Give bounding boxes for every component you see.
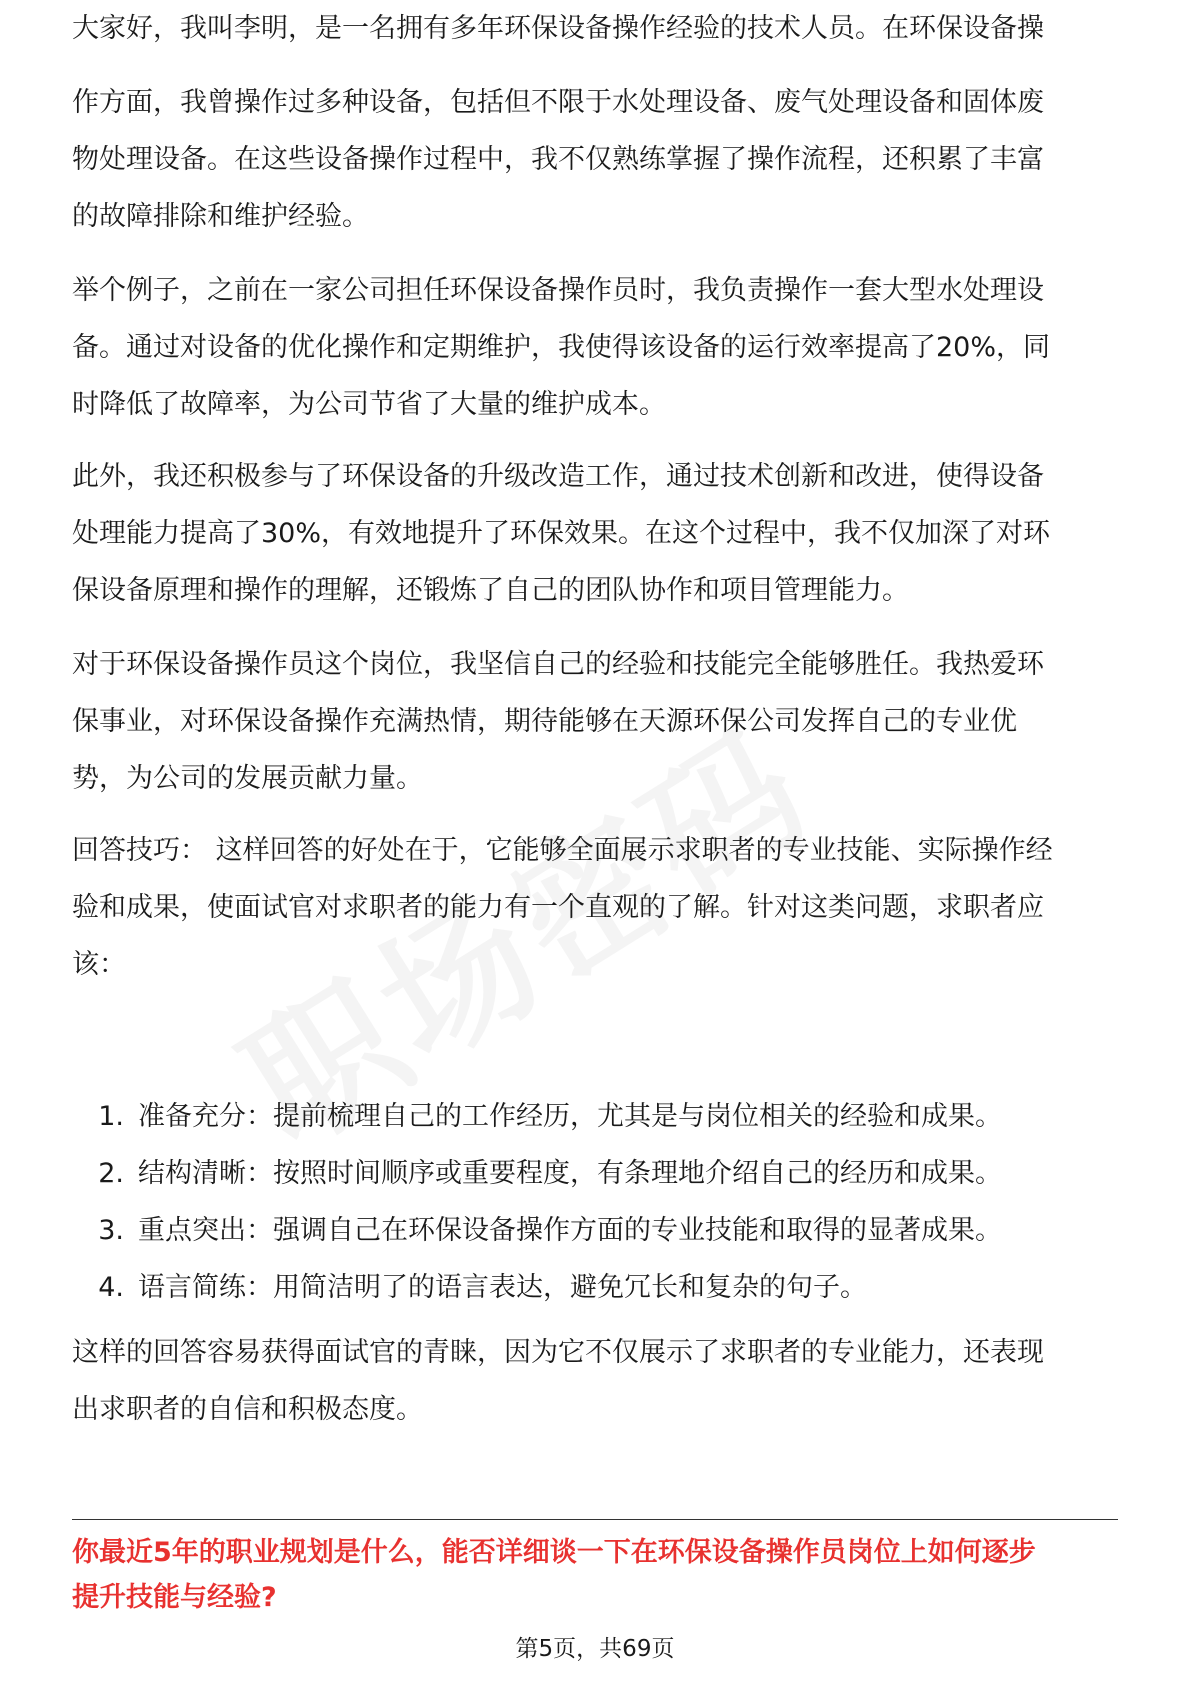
paragraph-upgrade <box>72 448 1118 619</box>
list-item <box>72 1088 1118 1145</box>
list-number: 2. <box>98 1158 124 1189</box>
paragraph-example <box>72 262 1118 433</box>
list-number: 1. <box>98 1101 124 1132</box>
text-line: 保设备原理和操作的理解，还锻炼了自己的团队协作和项目管理能力。 <box>72 575 909 606</box>
list-item <box>72 1202 1118 1259</box>
paragraph-intro-cut <box>72 13 1118 57</box>
question-line: 你最近5年的职业规划是什么，能否详细谈一下在环保设备操作员岗位上如何逐步 <box>72 1537 1036 1568</box>
tips-list <box>72 1088 1118 1316</box>
paragraph-fit <box>72 636 1118 807</box>
section-divider <box>72 1519 1118 1520</box>
page-number: 第5页，共69页 <box>515 1636 675 1662</box>
text-line: 保事业，对环保设备操作充满热情，期待能够在天源环保公司发挥自己的专业优 <box>72 706 1017 737</box>
text-line: 对于环保设备操作员这个岗位，我坚信自己的经验和技能完全能够胜任。我热爱环 <box>72 649 1044 680</box>
list-number: 3. <box>98 1215 124 1246</box>
text-line: 的故障排除和维护经验。 <box>72 201 369 232</box>
text-line: 势，为公司的发展贡献力量。 <box>72 763 423 794</box>
list-text: 语言简练：用简洁明了的语言表达，避免冗长和复杂的句子。 <box>138 1272 867 1303</box>
text-line: 作方面，我曾操作过多种设备，包括但不限于水处理设备、废气处理设备和固体废 <box>72 87 1044 118</box>
text-line: 验和成果，使面试官对求职者的能力有一个直观的了解。针对这类问题，求职者应 <box>72 892 1044 923</box>
paragraph-intro <box>72 74 1118 245</box>
list-text: 准备充分：提前梳理自己的工作经历，尤其是与岗位相关的经验和成果。 <box>138 1101 1002 1132</box>
text-line: 举个例子，之前在一家公司担任环保设备操作员时，我负责操作一套大型水处理设 <box>72 275 1044 306</box>
text-line: 物处理设备。在这些设备操作过程中，我不仅熟练掌握了操作流程，还积累了丰富 <box>72 144 1044 175</box>
next-question-heading <box>72 1530 1118 1620</box>
paragraph-tips-intro <box>72 822 1118 993</box>
text-line: 该： <box>72 949 126 980</box>
text-line: 备。通过对设备的优化操作和定期维护，我使得该设备的运行效率提高了20%，同 <box>72 332 1051 363</box>
text-line: 此外，我还积极参与了环保设备的升级改造工作，通过技术创新和改进，使得设备 <box>72 461 1044 492</box>
text-line: 回答技巧： 这样回答的好处在于，它能够全面展示求职者的专业技能、实际操作经 <box>72 835 1053 866</box>
text-line: 时降低了故障率，为公司节省了大量的维护成本。 <box>72 389 666 420</box>
list-text: 重点突出：强调自己在环保设备操作方面的专业技能和取得的显著成果。 <box>138 1215 1002 1246</box>
question-line: 提升技能与经验? <box>72 1582 277 1613</box>
list-number: 4. <box>98 1272 124 1303</box>
list-item <box>72 1259 1118 1316</box>
list-item <box>72 1145 1118 1202</box>
text-line: 大家好，我叫李明，是一名拥有多年环保设备操作经验的技术人员。在环保设备操 <box>72 13 1044 44</box>
text-line: 处理能力提高了30%，有效地提升了环保效果。在这个过程中，我不仅加深了对环 <box>72 518 1051 549</box>
text-line: 出求职者的自信和积极态度。 <box>72 1394 423 1425</box>
paragraph-closing <box>72 1324 1118 1438</box>
list-text: 结构清晰：按照时间顺序或重要程度，有条理地介绍自己的经历和成果。 <box>138 1158 1002 1189</box>
text-line: 这样的回答容易获得面试官的青睐，因为它不仅展示了求职者的专业能力，还表现 <box>72 1337 1044 1368</box>
